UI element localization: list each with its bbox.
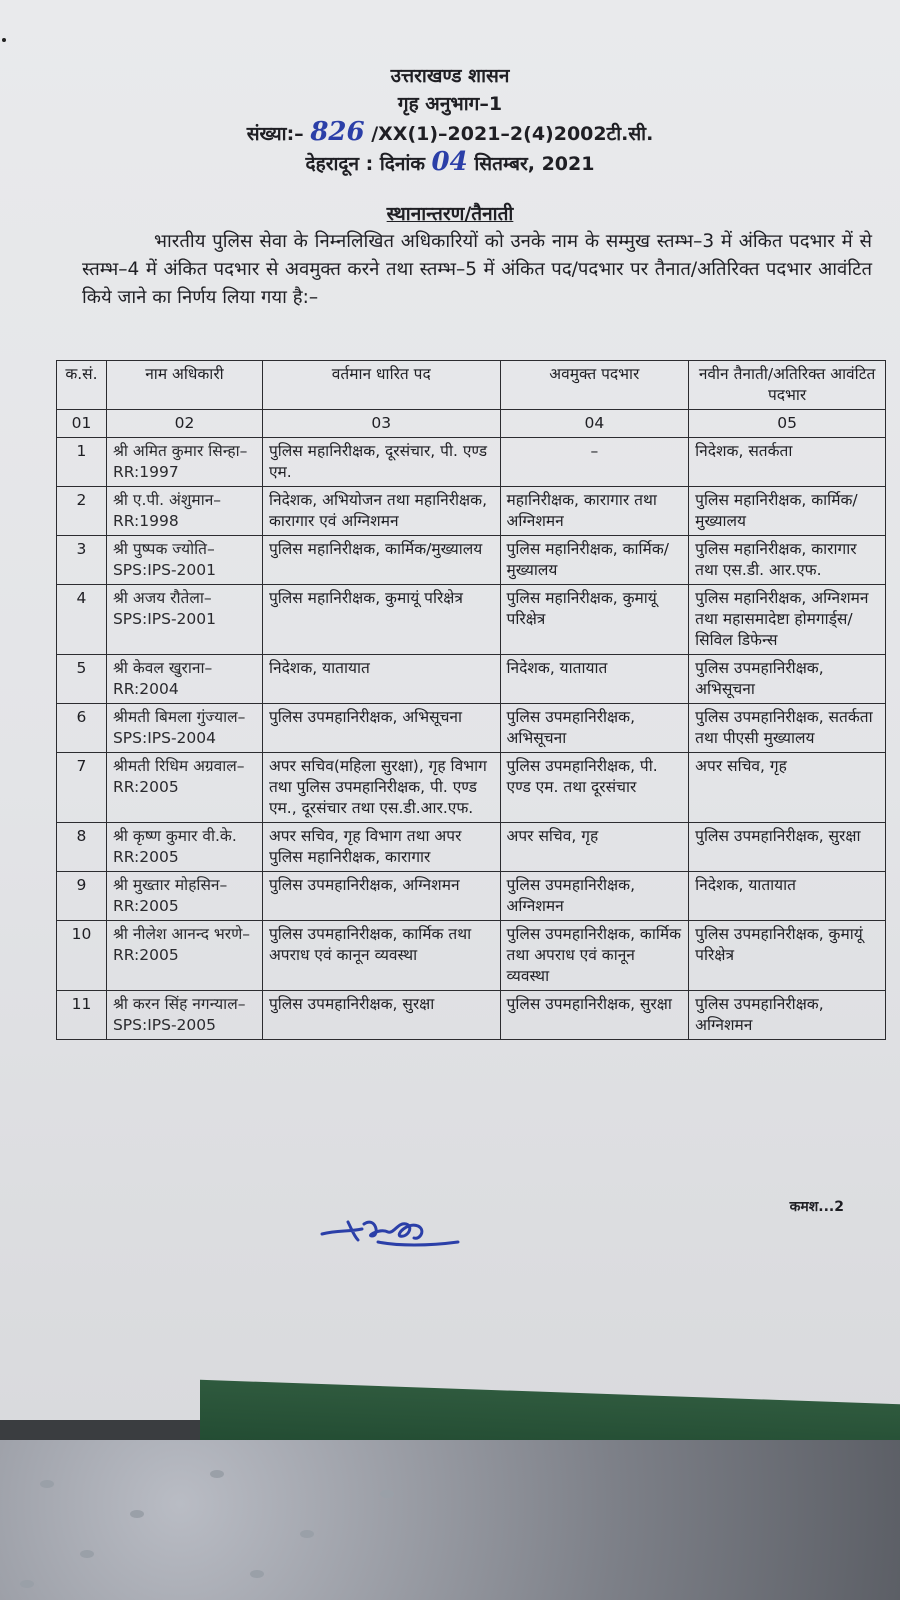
relieved-post: पुलिस महानिरीक्षक, कार्मिक/मुख्यालय [500, 536, 689, 585]
officer-name: श्री केवल खुराना– RR:2004 [106, 655, 262, 704]
relieved-post: अपर सचिव, गृह [500, 823, 689, 872]
new-posting: पुलिस महानिरीक्षक, कारागार तथा एस.डी. आर.एफ. [689, 536, 886, 585]
new-posting: निदेशक, सतर्कता [689, 438, 886, 487]
table-row [57, 921, 886, 991]
background-cloth [0, 1440, 900, 1600]
new-posting: पुलिस उपमहानिरीक्षक, अभिसूचना [689, 655, 886, 704]
col-number: 04 [500, 410, 689, 438]
relieved-post: पुलिस उपमहानिरीक्षक, अभिसूचना [500, 704, 689, 753]
row-sno: 4 [57, 585, 107, 655]
officer-name: श्री ए.पी. अंशुमान– RR:1998 [106, 487, 262, 536]
officer-name: श्री कृष्ण कुमार वी.के. RR:2005 [106, 823, 262, 872]
date-line [0, 148, 900, 178]
row-sno: 7 [57, 753, 107, 823]
current-post: पुलिस उपमहानिरीक्षक, अग्निशमन [262, 872, 500, 921]
new-posting: पुलिस उपमहानिरीक्षक, कुमायूं परिक्षेत्र [689, 921, 886, 991]
col-number: 03 [262, 410, 500, 438]
col-header-sno: क.सं. [57, 361, 107, 410]
row-sno: 10 [57, 921, 107, 991]
col-header-current: वर्तमान धारित पद [262, 361, 500, 410]
relieved-post: महानिरीक्षक, कारागार तथा अग्निशमन [500, 487, 689, 536]
new-posting: पुलिस उपमहानिरीक्षक, सुरक्षा [689, 823, 886, 872]
govt-name: उत्तराखण्ड शासन [390, 65, 510, 87]
current-post: निदेशक, अभियोजन तथा महानिरीक्षक, कारागार एवं अग्निशमन [262, 487, 500, 536]
officer-name: श्रीमती रिधिम अग्रवाल– RR:2005 [106, 753, 262, 823]
current-post: पुलिस उपमहानिरीक्षक, सुरक्षा [262, 991, 500, 1040]
officer-name: श्री अजय रौतेला– SPS:IPS-2001 [106, 585, 262, 655]
officer-name: श्री करन सिंह नगन्याल– SPS:IPS-2005 [106, 991, 262, 1040]
date-day-handwritten: 04 [431, 147, 468, 177]
new-posting: निदेशक, यातायात [689, 872, 886, 921]
col-number: 02 [106, 410, 262, 438]
relieved-post: – [500, 438, 689, 487]
continued-marker: कमश...2 [789, 1199, 844, 1215]
ref-number-handwritten: 826 [310, 117, 365, 147]
officer-name: श्री मुख्तार मोहसिन– RR:2005 [106, 872, 262, 921]
relieved-post: पुलिस उपमहानिरीक्षक, अग्निशमन [500, 872, 689, 921]
current-post: अपर सचिव, गृह विभाग तथा अपर पुलिस महानिरीक्षक, कारागार [262, 823, 500, 872]
relieved-post: पुलिस उपमहानिरीक्षक, पी. एण्ड एम. तथा दूरसंचार [500, 753, 689, 823]
row-sno: 8 [57, 823, 107, 872]
col-header-new-post: नवीन तैनाती/अतिरिक्त आवंटित पदभार [689, 361, 886, 410]
current-post: पुलिस महानिरीक्षक, कार्मिक/मुख्यालय [262, 536, 500, 585]
new-posting: पुलिस उपमहानिरीक्षक, सतर्कता तथा पीएसी मुख्यालय [689, 704, 886, 753]
current-post: निदेशक, यातायात [262, 655, 500, 704]
table-row [57, 753, 886, 823]
column-number-row [57, 410, 886, 438]
transfer-table [56, 360, 886, 1040]
ref-prefix: संख्या:– [246, 123, 304, 145]
table-row [57, 655, 886, 704]
table-row [57, 704, 886, 753]
date-suffix: सितम्बर, 2021 [474, 153, 595, 175]
col-number: 05 [689, 410, 886, 438]
relieved-post: पुलिस महानिरीक्षक, कुमायूं परिक्षेत्र [500, 585, 689, 655]
reference-number-line [0, 118, 900, 148]
intro-paragraph: भारतीय पुलिस सेवा के निम्नलिखित अधिकारियों को उनके नाम के सम्मुख स्तम्भ–3 में अंकित पदभार में से स्तम्भ–4 में अंकित पदभार से अवमुक्त करने तथा स्तम्भ–5 में अंकित पद/पदभार पर तैनात/अतिरिक्त पदभार आवंटित किये जाने का निर्णय लिया गया है:– [82, 231, 872, 308]
table-row [57, 487, 886, 536]
new-posting: अपर सचिव, गृह [689, 753, 886, 823]
officer-name: श्री अमित कुमार सिन्हा– RR:1997 [106, 438, 262, 487]
new-posting: पुलिस महानिरीक्षक, अग्निशमन तथा महासमादेष्टा होमगार्ड्स/सिविल डिफेन्स [689, 585, 886, 655]
current-post: पुलिस उपमहानिरीक्षक, अभिसूचना [262, 704, 500, 753]
table-row [57, 438, 886, 487]
ink-speck [2, 38, 6, 42]
table-row [57, 872, 886, 921]
row-sno: 1 [57, 438, 107, 487]
table-row [57, 536, 886, 585]
officer-name: श्रीमती बिमला गुंज्याल– SPS:IPS-2004 [106, 704, 262, 753]
table-header-row [57, 361, 886, 410]
relieved-post: पुलिस उपमहानिरीक्षक, सुरक्षा [500, 991, 689, 1040]
signature-image [318, 1212, 468, 1256]
table-row [57, 585, 886, 655]
officer-name: श्री पुष्पक ज्योति– SPS:IPS-2001 [106, 536, 262, 585]
table-row [57, 991, 886, 1040]
col-header-name: नाम अधिकारी [106, 361, 262, 410]
row-sno: 11 [57, 991, 107, 1040]
current-post: अपर सचिव(महिला सुरक्षा), गृह विभाग तथा पुलिस उपमहानिरीक्षक, पी. एण्ड एम., दूरसंचार तथा एस.डी.आर.एफ. [262, 753, 500, 823]
relieved-post: निदेशक, यातायात [500, 655, 689, 704]
new-posting: पुलिस उपमहानिरीक्षक, अग्निशमन [689, 991, 886, 1040]
officer-name: श्री नीलेश आनन्द भरणे– RR:2005 [106, 921, 262, 991]
row-sno: 5 [57, 655, 107, 704]
current-post: पुलिस उपमहानिरीक्षक, कार्मिक तथा अपराध एवं कानून व्यवस्था [262, 921, 500, 991]
letter-header [0, 62, 900, 178]
col-number: 01 [57, 410, 107, 438]
subject-heading: स्थानान्तरण/तैनाती [386, 203, 514, 225]
row-sno: 3 [57, 536, 107, 585]
row-sno: 9 [57, 872, 107, 921]
row-sno: 6 [57, 704, 107, 753]
table-row [57, 823, 886, 872]
col-header-relieved: अवमुक्त पदभार [500, 361, 689, 410]
new-posting: पुलिस महानिरीक्षक, कार्मिक/मुख्यालय [689, 487, 886, 536]
row-sno: 2 [57, 487, 107, 536]
date-prefix: देहरादून : दिनांक [305, 153, 425, 175]
ref-suffix: /XX(1)–2021–2(4)2002टी.सी. [371, 123, 654, 145]
department-name: गृह अनुभाग–1 [397, 93, 503, 115]
current-post: पुलिस महानिरीक्षक, कुमायूं परिक्षेत्र [262, 585, 500, 655]
relieved-post: पुलिस उपमहानिरीक्षक, कार्मिक तथा अपराध एवं कानून व्यवस्था [500, 921, 689, 991]
current-post: पुलिस महानिरीक्षक, दूरसंचार, पी. एण्ड एम. [262, 438, 500, 487]
